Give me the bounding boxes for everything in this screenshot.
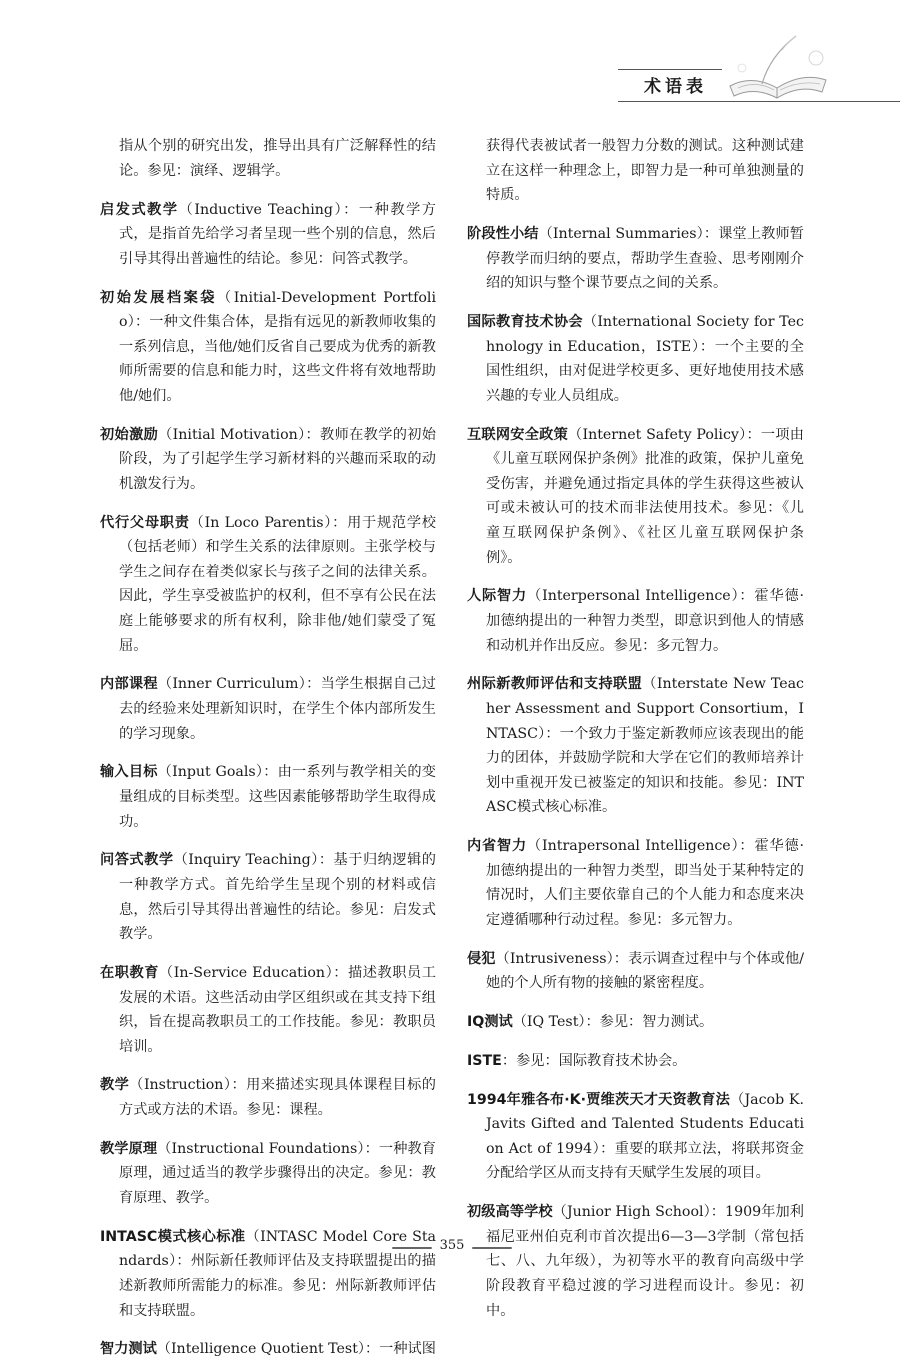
- entry-definition: （Inner Curriculum）：当学生根据自己过去的经验来处理新知识时，在学生个体内部所发生的学习现象。: [119, 676, 436, 742]
- entry-term: 输入目标: [100, 764, 158, 781]
- entry-definition: （Internet Safety Policy）：一项由《儿童互联网保护条例》批准的政策，保护儿童免受伤害，并避免通过指定具体的学生获得这些被认可或未被认可的技术而非法使用技术。参见：《儿童互联网保护条例》、《社区儿童互联网保护条例》。: [486, 426, 804, 566]
- footer-ornament-right: [472, 1247, 512, 1249]
- header-rule-top: [618, 69, 722, 70]
- entry-term: 国际教育技术协会: [467, 314, 583, 331]
- glossary-entry: [467, 1010, 804, 1035]
- left-column: [100, 120, 436, 1363]
- entry-term: 侵犯: [467, 950, 496, 967]
- entry-term: 初始激励: [100, 426, 159, 443]
- page-header: [0, 0, 900, 115]
- entry-term: 代行父母职责: [100, 514, 190, 531]
- glossary-entry: [467, 1049, 804, 1074]
- glossary-entry: [100, 198, 436, 272]
- entry-definition: （Initial Motivation）：教师在教学的初始阶段，为了引起学生学习新材料的兴趣而采取的动机激发行为。: [119, 426, 436, 492]
- glossary-entry: [100, 423, 436, 497]
- glossary-entry: [100, 1073, 436, 1122]
- glossary-entry: [100, 1137, 436, 1211]
- glossary-entry-continuation: [467, 134, 804, 208]
- entry-term: 内省智力: [467, 838, 528, 855]
- entry-definition: （Instruction）：用来描述实现具体课程目标的方式或方法的术语。参见：课程。: [119, 1077, 436, 1119]
- header-rule: [618, 101, 900, 102]
- running-head-title: 术语表: [644, 77, 707, 97]
- glossary-entry-continuation: [100, 134, 436, 183]
- entry-definition: （International Society for Technology in Education，ISTE）：一个主要的全国性组织，由对促进学校更多、更好地使用技术感兴趣的专业人员组成。: [486, 314, 804, 404]
- entry-term: INTASC模式核心标准: [100, 1228, 246, 1245]
- entry-term: 初级高等学校: [467, 1204, 553, 1221]
- glossary-entry: [100, 1337, 436, 1362]
- entry-definition: （Instructional Foundations）：一种教育原理，通过适当的教学步骤得出的决定。参见：教育原理、教学。: [119, 1140, 436, 1207]
- entry-term: 教学: [100, 1077, 130, 1094]
- entry-term: 启发式教学: [100, 201, 179, 218]
- entry-definition: （Intrusiveness）：表示调查过程中与个体或他/她的个人所有物的接触的紧密程度。: [486, 950, 804, 992]
- entry-term: ISTE: [467, 1052, 502, 1069]
- entry-definition: （Jacob K. Javits Gifted and Talented Students Education Act of 1994）：重要的联邦立法，将联邦资金分配给学区从而支持有天赋学生发展的项目。: [486, 1091, 804, 1182]
- entry-definition: （Interpersonal Intelligence）：霍华德·加德纳提出的一种智力类型，即意识到他人的情感和动机并作出反应。参见：多元智力。: [486, 588, 804, 654]
- glossary-entry: [467, 1088, 804, 1186]
- open-book-icon: [722, 28, 832, 108]
- glossary-entry: [467, 310, 804, 408]
- entry-definition: （In-Service Education）：描述教职员工发展的术语。这些活动由学区组织或在其支持下组织，旨在提高教职员工的工作技能。参见：教职员培训。: [119, 964, 436, 1055]
- entry-term: 州际新教师评估和支持联盟: [467, 676, 643, 693]
- entry-definition: （Inductive Teaching）：一种教学方式，是指首先给学习者呈现一些个别的信息，然后引导其得出普遍性的结论。参见：问答式教学。: [119, 201, 436, 267]
- glossary-entry: [467, 947, 804, 996]
- entry-term: 互联网安全政策: [467, 426, 569, 443]
- glossary-entry: [467, 672, 804, 820]
- entry-definition: （Interstate New Teacher Assessment and Support Consortium，INTASC）：一个致力于鉴定新教师应该表现出的能力的团体，并鼓励学院和大学在它们的教师培养计划中重视开发已被鉴定的知识和技能。参见：INTASC模式核心标准。: [486, 676, 804, 816]
- entry-term: 内部课程: [100, 676, 158, 693]
- entry-term: 1994年雅各布·K·贾维茨天才天资教育法: [467, 1091, 731, 1108]
- glossary-entry: [100, 760, 436, 834]
- entry-definition: 指从个别的研究出发，推导出具有广泛解释性的结论。参见：演绎、逻辑学。: [119, 138, 436, 179]
- glossary-entry: [100, 961, 436, 1059]
- entry-definition: （Intrapersonal Intelligence）：霍华德·加德纳提出的一种智力类型，即当处于某种特定的情况时，人们主要依靠自己的个人能力和态度来决定遵循哪种行动过程。参见：多元智力。: [486, 838, 804, 928]
- entry-definition: （Junior High School）：1909年加利福尼亚州伯克利市首次提出6—3—3学制（常包括七、八、九年级），为初等水平的教育向高级中学阶段教育平稳过渡的学习进程而设计。参见：初中。: [486, 1204, 804, 1319]
- page-footer: [0, 1234, 900, 1264]
- footer-ornament-left: [392, 1247, 432, 1249]
- glossary-entry: [467, 584, 804, 658]
- entry-definition: （Input Goals）：由一系列与教学相关的变量组成的目标类型。这些因素能够帮助学生取得成功。: [119, 764, 436, 830]
- entry-term: IQ测试: [467, 1014, 513, 1031]
- entry-term: 智力测试: [100, 1341, 157, 1358]
- entry-term: 人际智力: [467, 588, 528, 605]
- glossary-entry: [467, 834, 804, 932]
- entry-definition: ：参见：国际教育技术协会。: [501, 1052, 687, 1069]
- entry-definition: （Inquiry Teaching）：基于归纳逻辑的一种教学方式。首先给学生呈现个别的材料或信息，然后引导其得出普遍性的结论。参见：启发式教学。: [119, 852, 436, 943]
- glossary-entry: [467, 222, 804, 296]
- glossary-entry: [100, 511, 436, 659]
- glossary-entry: [100, 672, 436, 746]
- entry-definition: （INTASC Model Core Standards）：州际新任教师评估及支持联盟提出的描述新教师所需能力的标准。参见：州际新教师评估和支持联盟。: [119, 1228, 437, 1319]
- entry-term: 阶段性小结: [467, 226, 539, 243]
- entry-definition: （In Loco Parentis）：用于规范学校（包括老师）和学生关系的法律原则。主张学校与学生之间存在着类似家长与孩子之间的法律关系。因此，学生享受被监护的权利，但不享有公民在法庭上能够要求的所有权利，除非他/她们蒙受了冤屈。: [119, 514, 436, 654]
- entry-term: 在职教育: [100, 964, 160, 981]
- entry-term: 初始发展档案袋: [100, 289, 218, 306]
- glossary-entry: [100, 848, 436, 946]
- right-column: [467, 120, 804, 1324]
- page-number: 355: [439, 1238, 465, 1253]
- entry-definition: 获得代表被试者一般智力分数的测试。这种测试建立在这样一种理念上，即智力是一种可单独测量的特质。: [486, 138, 804, 204]
- entry-definition: （Internal Summaries）：课堂上教师暂停教学而归纳的要点，帮助学生查验、思考刚刚介绍的知识与整个课节要点之间的关系。: [486, 226, 804, 292]
- glossary-entry: [467, 423, 804, 571]
- entry-definition: （IQ Test）：参见：智力测试。: [512, 1014, 714, 1031]
- glossary-entry: [100, 286, 436, 409]
- entry-definition: （Intelligence Quotient Test）：一种试图: [156, 1341, 436, 1358]
- entry-term: 教学原理: [100, 1140, 158, 1157]
- entry-term: 问答式教学: [100, 852, 174, 869]
- entry-definition: （Initial-Development Portfolio）：一种文件集合体，是指有远见的新教师收集的一系列信息，当他/她们反省自己要成为优秀的新教师所需要的信息和能力时，这些文件将有效地帮助他/她们。: [119, 289, 436, 404]
